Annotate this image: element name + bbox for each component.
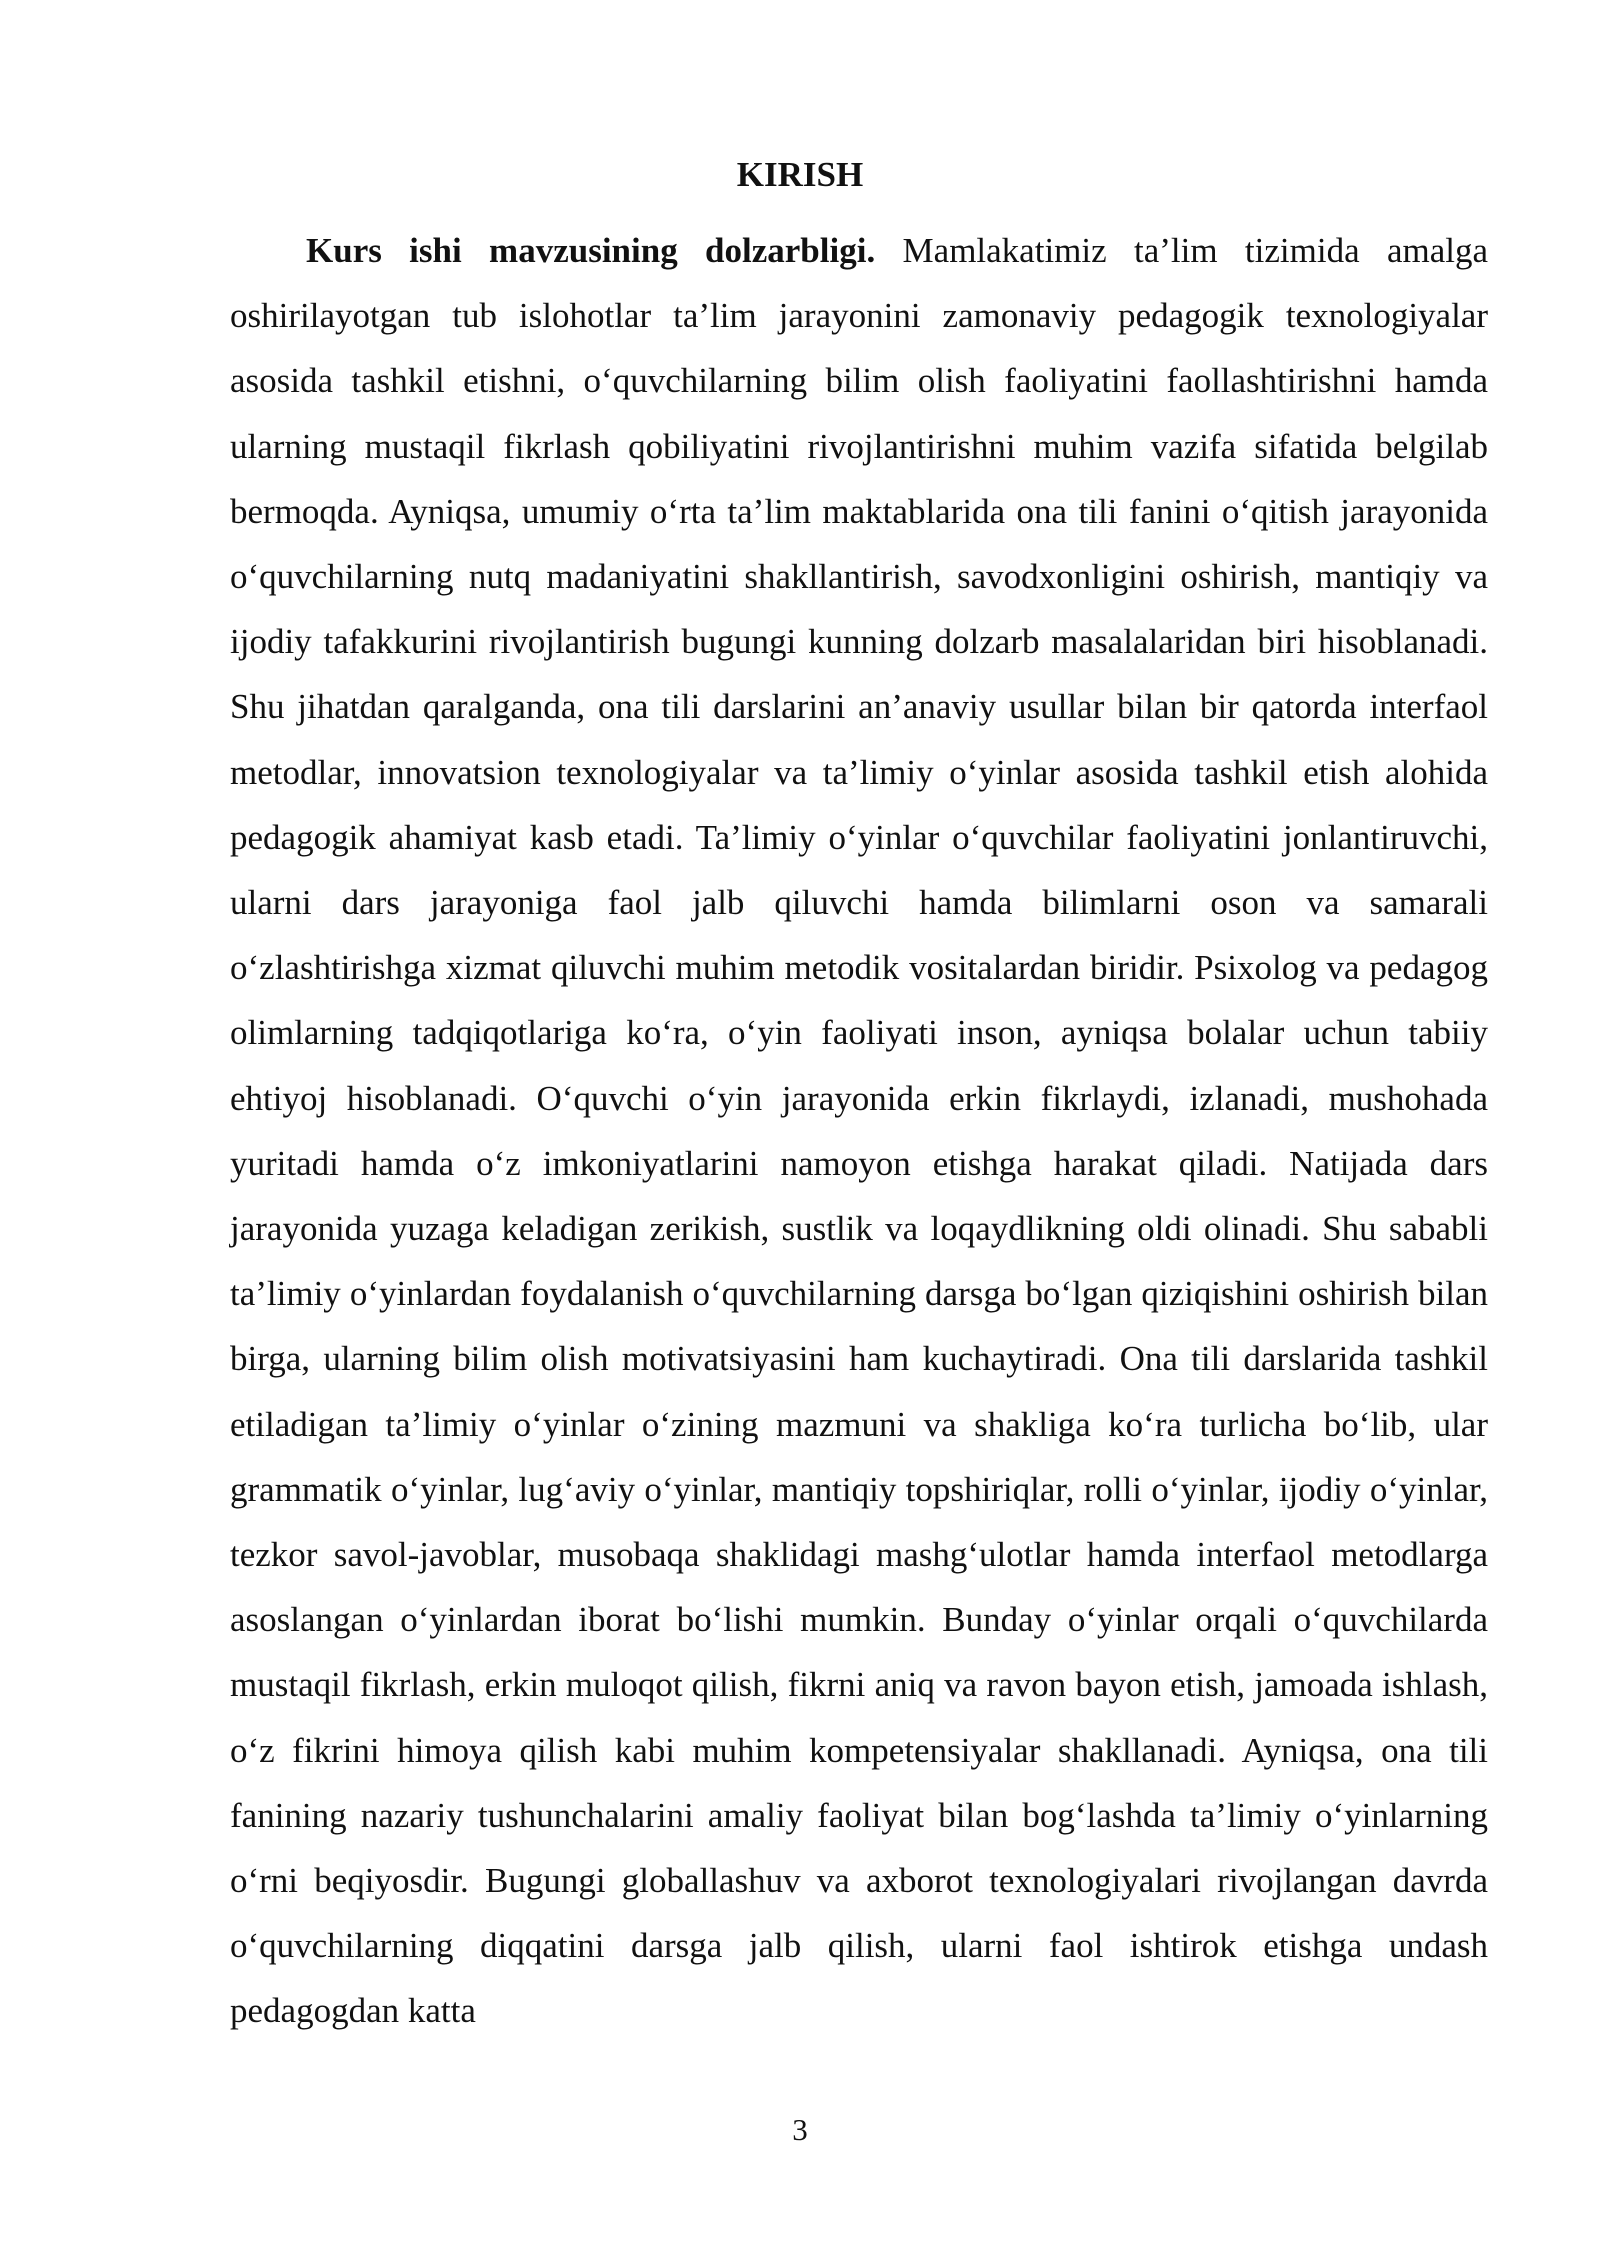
section-heading: KIRISH bbox=[736, 155, 864, 194]
page-number: 3 bbox=[792, 2112, 808, 2147]
paragraph-text: Mamlakatimiz ta’lim tizimida amalga oshirilayotgan tub islohotlar ta’lim jarayonini zamonaviy pedagogik texnologiyalar asosida tashkil etishni, o‘quvchilarning bilim olish faoliyatini faollashtirishni hamda ularning mustaqil fikrlash qobiliyatini rivojlantirishni muhim vazifa sifatida belgilab bermoqda. Ayniqsa, umumiy o‘rta ta’lim maktablarida ona tili fanini o‘qitish jarayonida o‘quvchilarning nutq madaniyatini shakllantirish, savodxonligini oshirish, mantiqiy va ijodiy tafakkurini rivojlantirish bugungi kunning dolzarb masalalaridan biri hisoblanadi. Shu jihatdan qaralganda, ona tili darslarini an’anaviy usullar bilan bir qatorda interfaol metodlar, innovatsion texnologiyalar va ta’limiy o‘yinlar asosida tashkil etish alohida pedagogik ahamiyat kasb etadi. Ta’limiy o‘yinlar o‘quvchilar faoliyatini jonlantiruvchi, ularni dars jarayoniga faol jalb qiluvchi hamda bilimlarni oson va samarali o‘zlashtirishga xizmat qiluvchi muhim metodik vositalardan biridir. Psixolog va pedagog olimlarning tadqiqotlariga ko‘ra, o‘yin faoliyati inson, ayniqsa bolalar uchun tabiiy ehtiyoj hisoblanadi. O‘quvchi o‘yin jarayonida erkin fikrlaydi, izlanadi, mushohada yuritadi hamda o‘z imkoniyatlarini namoyon etishga harakat qiladi. Natijada dars jarayonida yuzaga keladigan zerikish, sustlik va loqaydlikning oldi olinadi. Shu sababli ta’limiy o‘yinlardan foydalanish o‘quvchilarning darsga bo‘lgan qiziqishini oshirish bilan birga, ularning bilim olish motivatsiyasini ham kuchaytiradi. Ona tili darslarida tashkil etiladigan ta’limiy o‘yinlar o‘zining mazmuni va shakliga ko‘ra turlicha bo‘lib, ular grammatik o‘yinlar, lug‘aviy o‘yinlar, mantiqiy topshiriqlar, rolli o‘yinlar, ijodiy o‘yinlar, tezkor savol-javoblar, musobaqa shaklidagi mashg‘ulotlar hamda interfaol metodlarga asoslangan o‘yinlardan iborat bo‘lishi mumkin. Bunday o‘yinlar orqali o‘quvchilarda mustaqil fikrlash, erkin muloqot qilish, fikrni aniq va ravon bayon etish, jamoada ishlash, o‘z fikrini himoya qilish kabi muhim kompetensiyalar shakllanadi. Ayniqsa, ona tili fanining nazariy tushunchalarini amaliy faoliyat bilan bog‘lashda ta’limiy o‘yinlarning o‘rni beqiyosdir. Bugungi globallashuv va axborot texnologiyalari rivojlangan davrda o‘quvchilarning diqqatini darsga jalb qilish, ularni faol ishtirok etishga undash pedagogdan katta bbox=[230, 231, 1488, 2031]
paragraph-lead: Kurs ishi mavzusining dolzarbligi. bbox=[306, 231, 876, 270]
body-paragraph bbox=[230, 218, 1488, 2044]
